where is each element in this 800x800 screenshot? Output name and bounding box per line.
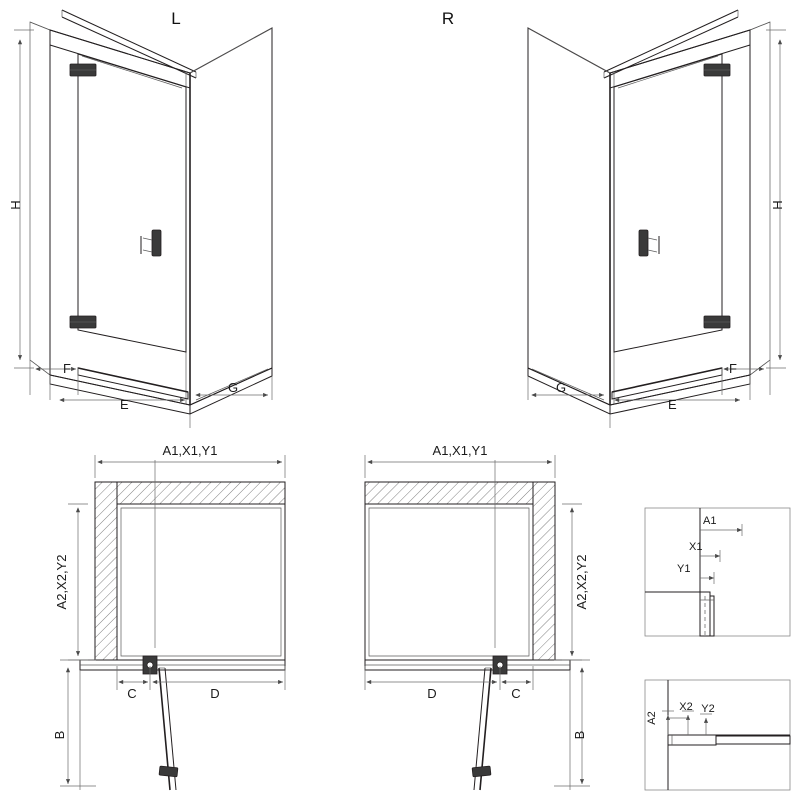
detail-top-label-A1: A1 [703, 515, 717, 527]
plan-right-top-label: A1,X1,Y1 [432, 443, 488, 458]
plan-right-side-label: A2,X2,Y2 [574, 554, 589, 610]
iso-left-title: L [171, 9, 181, 28]
iso-right-label-H: H [770, 200, 785, 210]
detail-bottom-label-X2: X2 [679, 701, 693, 713]
iso-right-label-E: E [668, 397, 677, 412]
plan-right-label-C: C [511, 686, 521, 701]
iso-view-right [528, 10, 786, 428]
detail-top-label-Y1: Y1 [677, 563, 691, 575]
plan-left-top-label: A1,X1,Y1 [162, 443, 218, 458]
iso-right-label-F: F [729, 361, 737, 376]
plan-left-label-C: C [127, 686, 137, 701]
plan-view-left [60, 455, 285, 790]
iso-left-label-G: G [228, 380, 239, 395]
iso-left-label-H: H [8, 200, 23, 210]
iso-left-label-F: F [63, 361, 71, 376]
plan-right-label-D: D [427, 686, 437, 701]
door-handle-left [141, 230, 161, 256]
detail-view-bottom [645, 680, 790, 790]
detail-view-top [645, 508, 790, 636]
plan-left-side-label: A2,X2,Y2 [54, 554, 69, 610]
plan-left-label-D: D [210, 686, 220, 701]
plan-view-right [365, 455, 590, 790]
iso-view-left [14, 10, 272, 428]
plan-right-label-B: B [572, 730, 587, 740]
plan-left-label-B: B [52, 730, 67, 740]
iso-left-label-E: E [120, 397, 129, 412]
iso-right-title: R [441, 9, 455, 28]
detail-bottom-label-A2: A2 [646, 711, 658, 725]
detail-bottom-label-Y2: Y2 [701, 703, 715, 715]
door-handle-right [639, 230, 659, 256]
iso-right-label-G: G [556, 380, 567, 395]
detail-top-label-X1: X1 [689, 541, 703, 553]
